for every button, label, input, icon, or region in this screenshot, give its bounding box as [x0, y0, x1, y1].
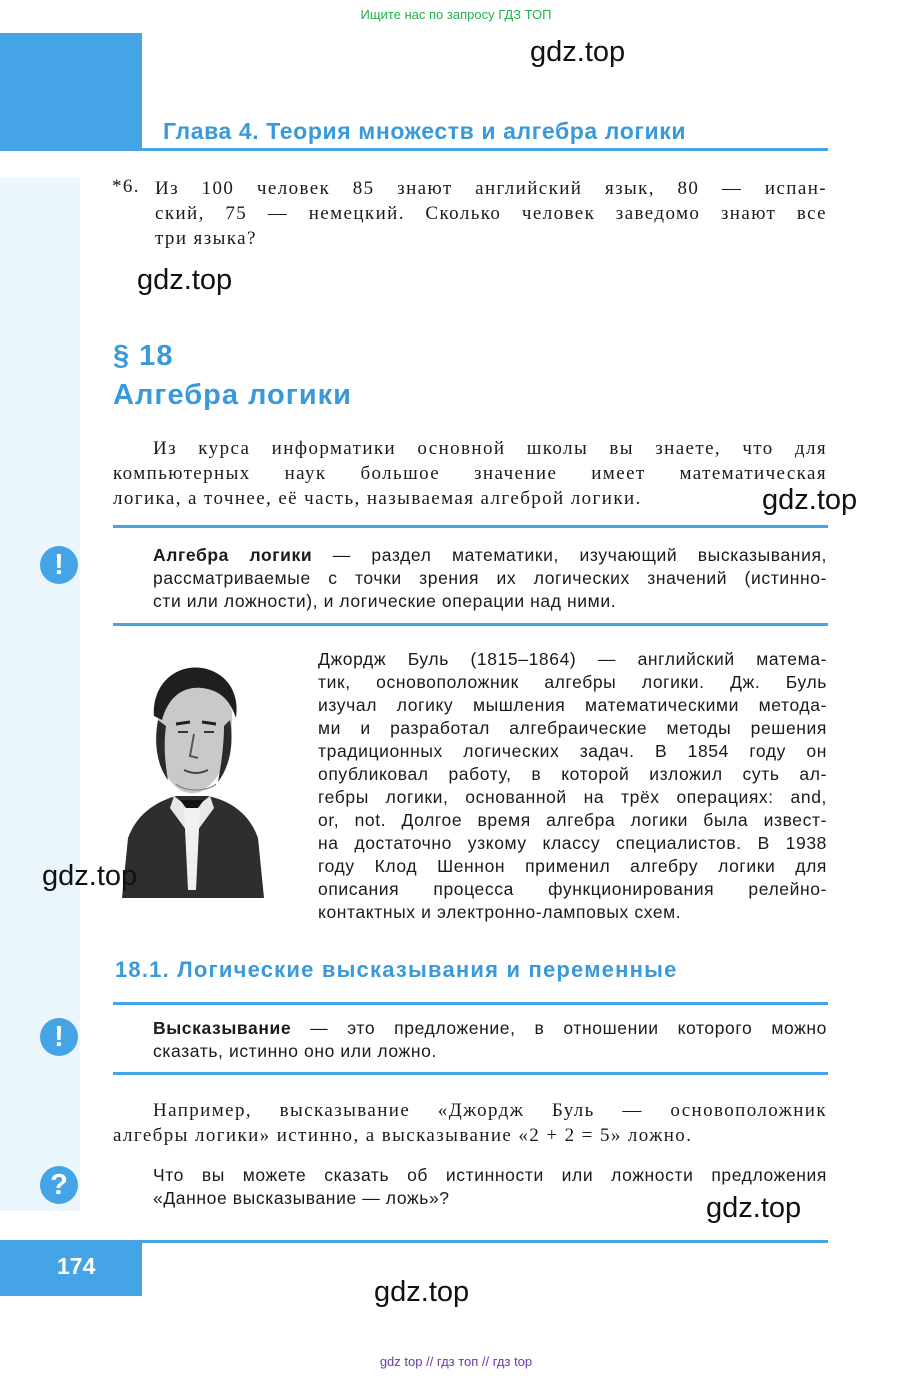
definition-line-1	[153, 1017, 827, 1040]
biography-line: тик, основоположник алгебры логики. Дж. Буль	[318, 672, 827, 692]
chapter-title: Глава 4. Теория множеств и алгебра логики	[163, 118, 687, 144]
definition-rule-bottom	[113, 623, 828, 626]
biography-line: Джордж Буль (1815–1864) — английский матема-	[318, 649, 827, 669]
footer-watermark: gdz top // гдз топ // гдз top	[379, 1354, 533, 1369]
example-paragraph	[113, 1098, 827, 1148]
biography-paragraph	[318, 648, 827, 924]
watermark: gdz.top	[374, 1276, 470, 1308]
problem-number: *6.	[112, 176, 140, 197]
chapter-rule	[142, 148, 828, 151]
definition-line: сти или ложности), и логические операции над ними.	[153, 591, 617, 611]
biography-line: описания процесса функционирования релейно-	[318, 879, 827, 899]
biography-line: контактных и электронно-ламповых схем.	[318, 902, 682, 922]
biography-line: опубликовал работу, в которой изложил суть ал-	[318, 764, 827, 784]
biography-line: году Клод Шеннон применил алгебру логики для	[318, 856, 827, 876]
top-banner: Ищите нас по запросу ГДЗ ТОП	[360, 7, 552, 22]
intro-line: Из курса информатики основной школы вы знаете, что для	[153, 438, 827, 459]
exclamation-icon: !	[40, 546, 78, 584]
watermark: gdz.top	[706, 1192, 802, 1224]
definition-term: Алгебра логики	[153, 545, 313, 565]
question-line: Что вы можете сказать об истинности или ложности предложения	[153, 1165, 827, 1185]
problem-line: три языка?	[155, 228, 257, 249]
question-icon: ?	[40, 1166, 78, 1204]
definition-statement	[153, 1017, 827, 1063]
question-line: «Данное высказывание — ложь»?	[153, 1188, 450, 1208]
problem-text	[155, 176, 827, 251]
watermark: gdz.top	[762, 484, 858, 516]
example-line: алгебры логики» истинно, а высказывание «2 + 2 = 5» ложно.	[113, 1125, 693, 1146]
biography-line: or, not. Долгое время алгебра логики была извест-	[318, 810, 827, 830]
page-bottom-rule	[142, 1240, 828, 1243]
biography-line: традиционных логических задач. В 1854 году он	[318, 741, 827, 761]
biography-line: изучал логику мышления математическими метода-	[318, 695, 827, 715]
definition-text: — раздел математики, изучающий высказывания,	[312, 545, 827, 565]
statement-rule-bottom	[113, 1072, 828, 1075]
section-number: § 18	[113, 340, 174, 372]
biography-line: ми и разработал алгебраические методы решения	[318, 718, 827, 738]
intro-line: логика, а точнее, её часть, называемая алгеброй логики.	[113, 488, 642, 509]
problem-line: ский, 75 — немецкий. Сколько человек заведомо знают все	[155, 203, 827, 224]
example-line: Например, высказывание «Джордж Буль — основоположник	[153, 1100, 827, 1121]
page-number: 174	[57, 1253, 96, 1279]
intro-paragraph	[113, 436, 827, 511]
problem-line: Из 100 человек 85 знают английский язык, 80 — испан-	[155, 178, 827, 199]
section-title: Алгебра логики	[113, 379, 353, 411]
subsection-title: 18.1. Логические высказывания и переменные	[115, 957, 678, 982]
chapter-color-block	[0, 33, 142, 151]
definition-line: рассматриваемые с точки зрения их логических значений (истинно-	[153, 568, 827, 588]
statement-rule-top	[113, 1002, 828, 1005]
biography-line: на достаточно узкому классу специалистов. В 1938	[318, 833, 827, 853]
definition-term: Высказывание	[153, 1018, 292, 1038]
side-margin-strip	[0, 178, 80, 1211]
definition-text: — это предложение, в отношении которого можно	[291, 1018, 827, 1038]
definition-line: сказать, истинно оно или ложно.	[153, 1041, 437, 1061]
definition-logic	[153, 544, 827, 613]
intro-line: компьютерных наук большое значение имеет математическая	[113, 463, 827, 484]
exclamation-icon: !	[40, 1018, 78, 1056]
watermark: gdz.top	[530, 36, 626, 68]
watermark: gdz.top	[42, 860, 138, 892]
george-boole-portrait	[118, 660, 266, 898]
definition-rule-top	[113, 525, 828, 528]
watermark: gdz.top	[137, 264, 233, 296]
definition-line-1	[153, 544, 827, 567]
biography-line: гебры логики, основанной на трёх операциях: and,	[318, 787, 827, 807]
